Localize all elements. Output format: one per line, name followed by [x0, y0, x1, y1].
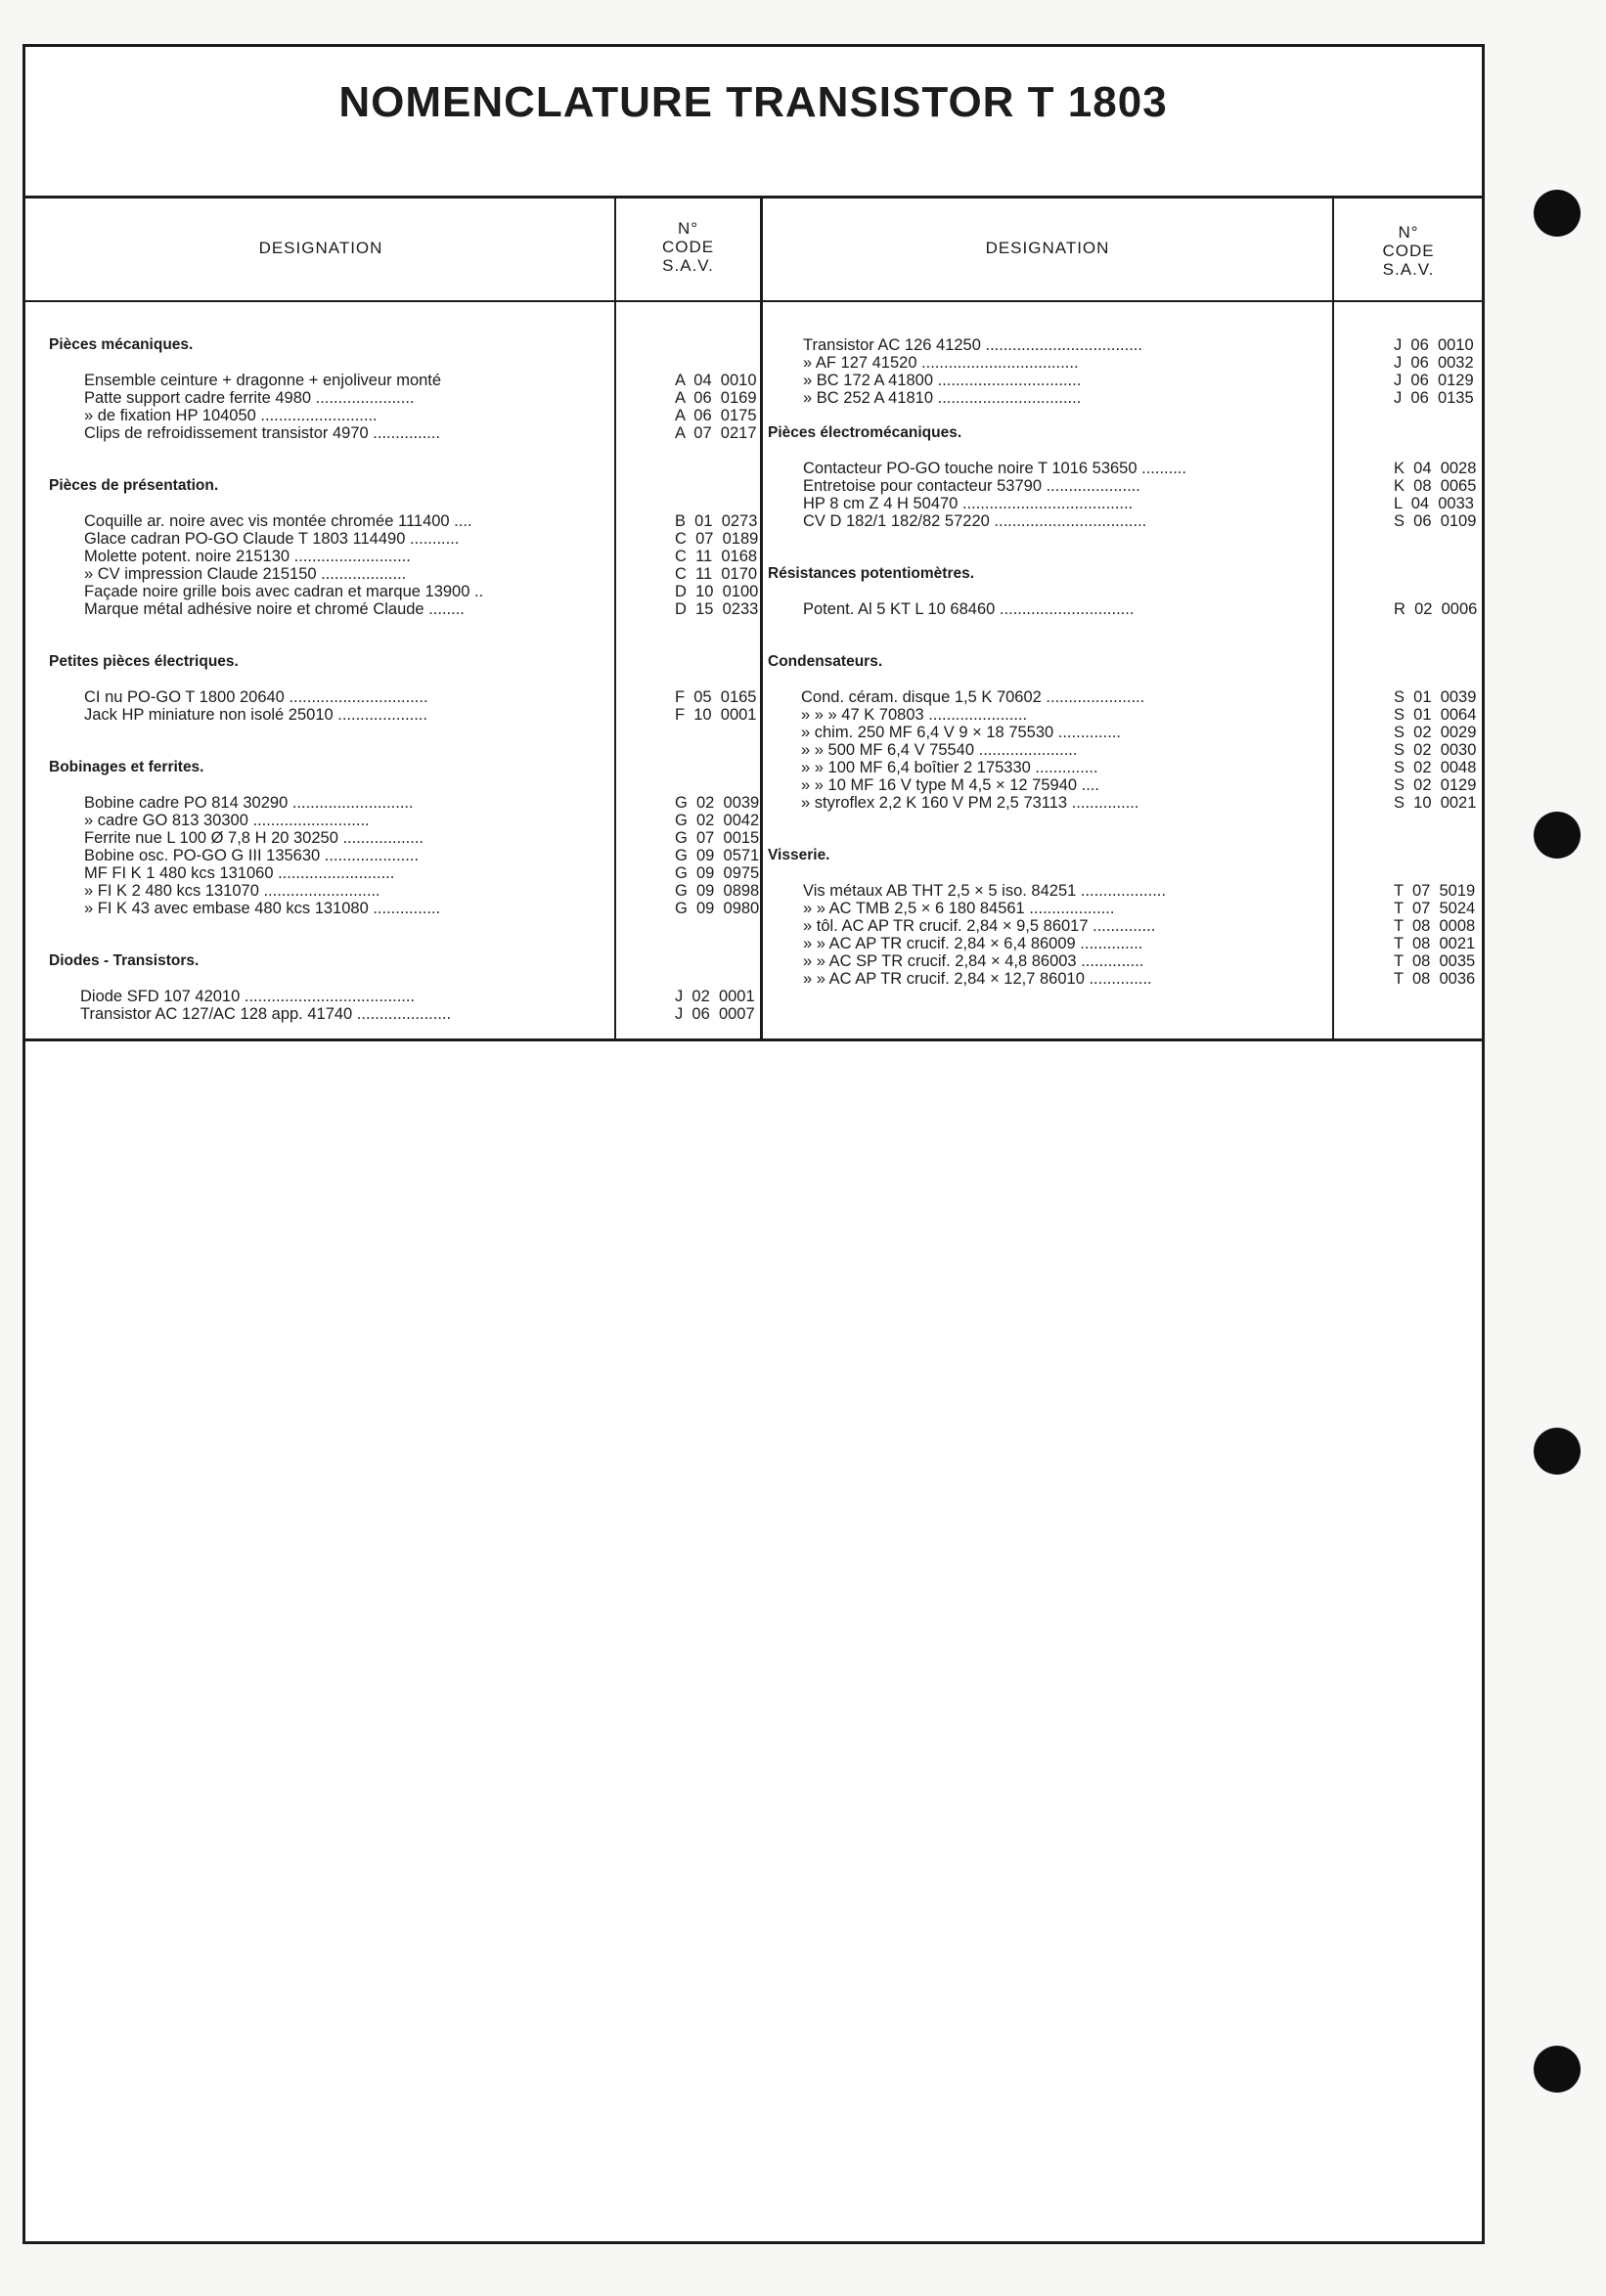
- item-designation: » » AC TMB 2,5 × 6 180 84561 ...................: [803, 900, 1115, 917]
- list-item: [84, 829, 760, 847]
- item-code: J 02 0001: [675, 988, 755, 1005]
- list-item: [84, 583, 759, 600]
- item-designation: Façade noire grille bois avec cadran et marque 13900 ..: [84, 583, 484, 600]
- list-item: [801, 724, 1477, 741]
- item-code: S 06 0109: [1394, 512, 1477, 530]
- list-item: [84, 372, 757, 389]
- list-item: [803, 354, 1477, 372]
- list-item: [84, 512, 758, 530]
- list-item: [803, 970, 1477, 988]
- item-designation: Bobine cadre PO 814 30290 ...........................: [84, 794, 414, 812]
- list-item: [84, 548, 758, 565]
- item-code: K 04 0028: [1394, 460, 1477, 477]
- item-code: J 06 0007: [675, 1005, 755, 1023]
- item-designation: » BC 172 A 41800 ................................: [803, 372, 1082, 389]
- list-item: [801, 776, 1477, 794]
- list-item: [803, 389, 1477, 407]
- item-code: K 08 0065: [1394, 477, 1477, 495]
- left-code-header: [616, 219, 760, 275]
- header-line: S.A.V.: [1382, 260, 1435, 279]
- header-line: S.A.V.: [662, 256, 714, 275]
- list-item: [803, 460, 1477, 477]
- item-designation: » cadre GO 813 30300 ..........................: [84, 812, 370, 829]
- punch-hole-lower-middle: [1534, 1428, 1581, 1475]
- item-designation: Transistor AC 127/AC 128 app. 41740 .....................: [80, 1005, 452, 1023]
- item-code: G 07 0015: [675, 829, 760, 847]
- item-designation: » styroflex 2,2 K 160 V PM 2,5 73113 ...............: [801, 794, 1139, 812]
- item-designation: Glace cadran PO-GO Claude T 1803 114490 ...........: [84, 530, 460, 548]
- list-item: [801, 759, 1477, 776]
- item-designation: Patte support cadre ferrite 4980 ......................: [84, 389, 415, 407]
- item-code: C 11 0168: [675, 548, 758, 565]
- item-designation: » BC 252 A 41810 ................................: [803, 389, 1082, 407]
- item-designation: Marque métal adhésive noire et chromé Claude ........: [84, 600, 465, 618]
- list-item: [84, 706, 757, 724]
- item-designation: Transistor AC 126 41250 ...................................: [803, 336, 1142, 354]
- item-designation: » » AC SP TR crucif. 2,84 × 4,8 86003 ..............: [803, 952, 1144, 970]
- section-heading: Visserie.: [768, 847, 830, 863]
- item-code: A 06 0175: [675, 407, 757, 424]
- item-code: J 06 0135: [1394, 389, 1474, 407]
- table-bottom-rule: [25, 1038, 1483, 1041]
- list-item: [803, 900, 1477, 917]
- list-item: [801, 741, 1477, 759]
- item-code: T 08 0035: [1394, 952, 1476, 970]
- item-designation: Clips de refroidissement transistor 4970 ...............: [84, 424, 441, 442]
- list-item: [801, 794, 1477, 812]
- section-heading: Petites pièces électriques.: [49, 653, 239, 670]
- list-item: [84, 565, 758, 583]
- item-designation: Ensemble ceinture + dragonne + enjoliveur monté: [84, 372, 442, 389]
- item-code: R 02 0006: [1394, 600, 1478, 618]
- item-designation: » de fixation HP 104050 ..........................: [84, 407, 378, 424]
- item-designation: Molette potent. noire 215130 ..........................: [84, 548, 411, 565]
- item-code: G 09 0898: [675, 882, 760, 900]
- item-code: T 07 5019: [1394, 882, 1476, 900]
- list-item: [84, 847, 760, 864]
- item-code: S 02 0048: [1394, 759, 1477, 776]
- list-item: [801, 688, 1477, 706]
- list-item: [803, 935, 1477, 952]
- list-item: [803, 952, 1477, 970]
- item-designation: Contacteur PO-GO touche noire T 1016 53650 ..........: [803, 460, 1186, 477]
- list-item: [801, 706, 1477, 724]
- section-heading: Diodes - Transistors.: [49, 952, 200, 969]
- list-item: [84, 530, 759, 548]
- item-code: D 15 0233: [675, 600, 759, 618]
- item-code: F 10 0001: [675, 706, 757, 724]
- header-line: N°: [677, 219, 699, 238]
- item-designation: CV D 182/1 182/82 57220 ..................................: [803, 512, 1147, 530]
- header-label: DESIGNATION: [985, 239, 1110, 257]
- item-designation: » AF 127 41520 ...................................: [803, 354, 1079, 372]
- item-code: S 10 0021: [1394, 794, 1477, 812]
- document-title: NOMENCLATURE TRANSISTOR T 1803: [338, 78, 1168, 126]
- list-item: [84, 688, 757, 706]
- item-code: A 04 0010: [675, 372, 757, 389]
- punch-hole-upper-middle: [1534, 812, 1581, 859]
- item-code: T 08 0036: [1394, 970, 1476, 988]
- item-code: L 04 0033: [1394, 495, 1474, 512]
- header-label: DESIGNATION: [258, 239, 383, 257]
- item-code: S 02 0030: [1394, 741, 1477, 759]
- item-designation: Diode SFD 107 42010 ......................................: [80, 988, 416, 1005]
- section-heading: Condensateurs.: [768, 653, 883, 670]
- item-designation: » » 10 MF 16 V type M 4,5 × 12 75940 ....: [801, 776, 1099, 794]
- list-item: [84, 864, 760, 882]
- left-designation-header: [29, 239, 612, 257]
- item-designation: Jack HP miniature non isolé 25010 ....................: [84, 706, 427, 724]
- item-designation: CI nu PO-GO T 1800 20640 ...............................: [84, 688, 428, 706]
- item-code: G 02 0039: [675, 794, 760, 812]
- item-designation: Coquille ar. noire avec vis montée chromée 111400 ....: [84, 512, 472, 530]
- list-item: [84, 812, 760, 829]
- item-designation: Bobine osc. PO-GO G III 135630 .....................: [84, 847, 420, 864]
- list-item: [84, 424, 757, 442]
- list-item: [84, 407, 757, 424]
- punch-hole-bottom: [1534, 2046, 1581, 2093]
- right-code-header: [1334, 223, 1483, 279]
- section-heading: Pièces électromécaniques.: [768, 424, 962, 441]
- list-item: [803, 600, 1477, 618]
- item-code: C 11 0170: [675, 565, 758, 583]
- item-designation: MF FI K 1 480 kcs 131060 ..........................: [84, 864, 395, 882]
- item-designation: » FI K 2 480 kcs 131070 ..........................: [84, 882, 380, 900]
- item-designation: » » 500 MF 6,4 V 75540 ......................: [801, 741, 1078, 759]
- list-item: [803, 372, 1477, 389]
- item-code: G 09 0975: [675, 864, 760, 882]
- table-top-rule: [25, 196, 1483, 199]
- item-code: J 06 0010: [1394, 336, 1474, 354]
- header-line: CODE: [1382, 242, 1435, 260]
- item-code: G 02 0042: [675, 812, 760, 829]
- item-designation: » » » 47 K 70803 ......................: [801, 706, 1028, 724]
- item-code: S 01 0064: [1394, 706, 1477, 724]
- right-designation-header: [763, 239, 1332, 257]
- list-item: [84, 882, 760, 900]
- item-code: B 01 0273: [675, 512, 758, 530]
- item-designation: » FI K 43 avec embase 480 kcs 131080 ...............: [84, 900, 441, 917]
- item-code: G 09 0980: [675, 900, 760, 917]
- item-code: G 09 0571: [675, 847, 760, 864]
- item-designation: » » AC AP TR crucif. 2,84 × 6,4 86009 ..............: [803, 935, 1143, 952]
- item-code: T 07 5024: [1394, 900, 1476, 917]
- header-bottom-rule: [25, 300, 1483, 302]
- section-heading: Bobinages et ferrites.: [49, 759, 204, 775]
- header-line: CODE: [661, 238, 715, 256]
- item-code: J 06 0129: [1394, 372, 1474, 389]
- section-heading: Pièces de présentation.: [49, 477, 219, 494]
- item-designation: Cond. céram. disque 1,5 K 70602 ......................: [801, 688, 1145, 706]
- item-code: T 08 0021: [1394, 935, 1476, 952]
- list-item: [803, 495, 1477, 512]
- item-designation: Vis métaux AB THT 2,5 × 5 iso. 84251 ...................: [803, 882, 1166, 900]
- header-line: N°: [1398, 223, 1419, 242]
- list-item: [84, 794, 760, 812]
- item-code: S 02 0029: [1394, 724, 1477, 741]
- list-item: [803, 336, 1477, 354]
- item-code: S 01 0039: [1394, 688, 1477, 706]
- item-code: A 06 0169: [675, 389, 757, 407]
- item-designation: » CV impression Claude 215150 ...................: [84, 565, 407, 583]
- list-item: [803, 882, 1477, 900]
- list-item: [803, 477, 1477, 495]
- left-parts-column: [49, 336, 760, 1023]
- item-designation: Ferrite nue L 100 Ø 7,8 H 20 30250 ..................: [84, 829, 424, 847]
- item-code: J 06 0032: [1394, 354, 1474, 372]
- center-divider: [760, 196, 763, 1040]
- list-item: [80, 988, 753, 1005]
- list-item: [803, 512, 1477, 530]
- section-heading: Pièces mécaniques.: [49, 336, 194, 353]
- list-item: [80, 1005, 753, 1023]
- item-code: C 07 0189: [675, 530, 759, 548]
- punch-hole-top: [1534, 190, 1581, 237]
- item-code: A 07 0217: [675, 424, 757, 442]
- item-designation: » chim. 250 MF 6,4 V 9 × 18 75530 ..............: [801, 724, 1121, 741]
- item-designation: » » AC AP TR crucif. 2,84 × 12,7 86010 ..............: [803, 970, 1152, 988]
- list-item: [803, 917, 1477, 935]
- list-item: [84, 900, 760, 917]
- item-code: D 10 0100: [675, 583, 759, 600]
- right-parts-column: [768, 336, 1477, 988]
- item-designation: HP 8 cm Z 4 H 50470 ......................................: [803, 495, 1134, 512]
- list-item: [84, 600, 759, 618]
- item-designation: » tôl. AC AP TR crucif. 2,84 × 9,5 86017 ..............: [803, 917, 1156, 935]
- item-code: S 02 0129: [1394, 776, 1477, 794]
- item-code: T 08 0008: [1394, 917, 1476, 935]
- item-designation: Potent. Al 5 KT L 10 68460 ..............................: [803, 600, 1135, 618]
- list-item: [84, 389, 757, 407]
- item-designation: Entretoise pour contacteur 53790 .....................: [803, 477, 1140, 495]
- item-designation: » » 100 MF 6,4 boîtier 2 175330 ..............: [801, 759, 1098, 776]
- item-code: F 05 0165: [675, 688, 757, 706]
- section-heading: Résistances potentiomètres.: [768, 565, 975, 582]
